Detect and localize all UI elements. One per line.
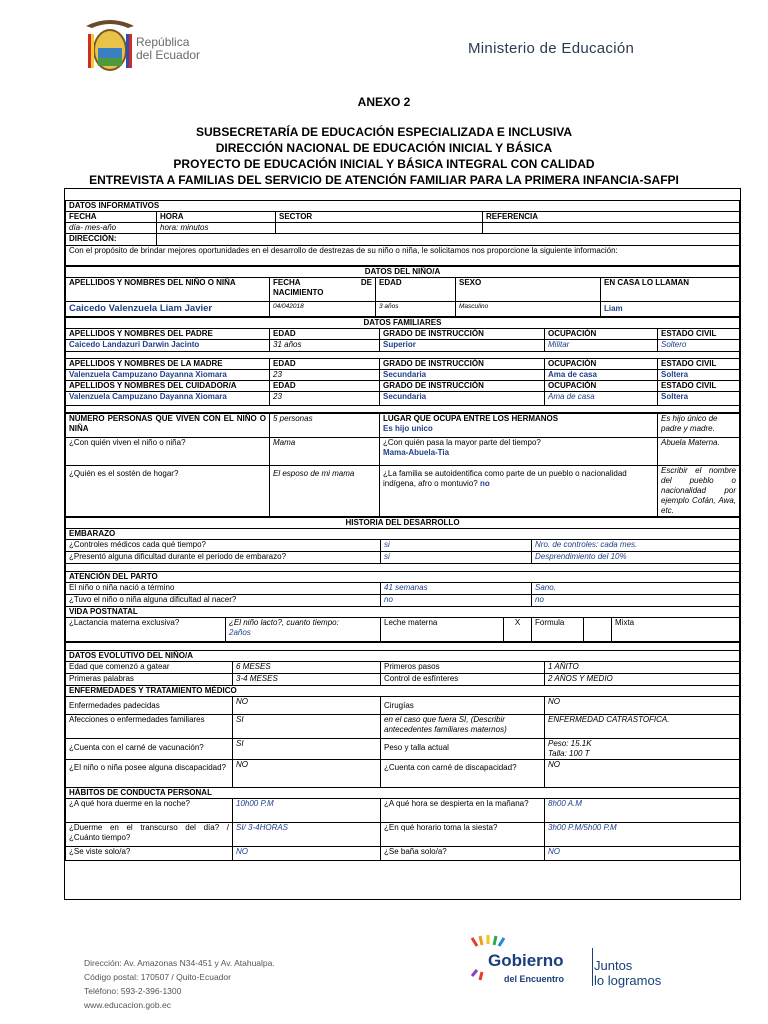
mayor-tiempo-value[interactable]: Mama-Abuela-Tia: [383, 447, 450, 457]
siesta-label: ¿Duerme en el transcurso del día? / ¿Cuánto tiempo?: [66, 822, 233, 846]
madre-label: APELLIDOS Y NOMBRES DE LA MADRE: [66, 358, 270, 369]
horario-siesta-label: ¿En qué horario toma la siesta?: [381, 822, 545, 846]
ministerio-title: Ministerio de Educación: [468, 40, 635, 57]
dificultad-value[interactable]: si: [381, 551, 532, 563]
republica-name: República del Ecuador: [136, 35, 201, 62]
carne-discapacidad-value[interactable]: NO: [545, 759, 740, 787]
nombre-nino-label: APELLIDOS Y NOMBRES DEL NIÑO O NIÑA: [66, 277, 270, 301]
postnatal-heading: VIDA POSTNATAL: [66, 606, 740, 617]
peso-label: Peso y talla actual: [381, 738, 545, 759]
padre-grado-label: GRADO DE INSTRUCCIÓN: [380, 328, 545, 339]
termino-detalle[interactable]: Sano.: [532, 582, 740, 594]
dificultad-nacer-value[interactable]: no: [381, 594, 532, 606]
hora-hint: hora: minutos: [157, 222, 276, 233]
edad-value[interactable]: 3 años: [376, 301, 456, 316]
dificultad-nacer-detalle[interactable]: no: [532, 594, 740, 606]
title-line-1: SUBSECRETARÍA DE EDUCACIÓN ESPECIALIZADA E INCLUSIVA: [195, 125, 573, 139]
esfinteres-label: Control de esfínteres: [381, 673, 545, 685]
document-titles: [0, 124, 768, 188]
gobierno-title: Gobierno: [488, 951, 564, 970]
padecidas-value[interactable]: NO: [233, 696, 381, 714]
despierta-label: ¿A qué hora se despierta en la mañana?: [381, 798, 545, 822]
datos-nino-heading: DATOS DEL NIÑO/A: [66, 266, 740, 277]
datos-familiares-table: [65, 317, 740, 413]
viste-label: ¿Se viste solo/a?: [66, 846, 233, 860]
cuidador-edad-label: EDAD: [270, 380, 380, 391]
cuidador-ocupacion-label: OCUPACIÓN: [545, 380, 658, 391]
bana-value[interactable]: NO: [545, 846, 740, 860]
evolutivo-table: [65, 642, 740, 861]
fecha-nacimiento-label: FECHA DE NACIMIENTO: [270, 277, 376, 301]
footer-telefono: Teléfono: 593-2-396-1300: [84, 986, 182, 996]
juntos-slogan: Juntos lo logramos: [594, 958, 662, 988]
footer-direccion: Dirección: Av. Amazonas N34-451 y Av. Atahualpa.: [84, 958, 275, 968]
lactancia-label: ¿Lactancia materna exclusiva?: [66, 617, 226, 641]
madre-ocupacion-label: OCUPACIÓN: [545, 358, 658, 369]
datos-nino-table: [65, 266, 740, 317]
mayor-tiempo-cell: [380, 437, 658, 465]
datos-informativos-heading: DATOS INFORMATIVOS: [66, 200, 740, 211]
pasos-label: Primeros pasos: [381, 661, 545, 673]
lugar-label: LUGAR QUE OCUPA ENTRE LOS HERMANOS: [383, 413, 559, 423]
cuidador-ocupacion[interactable]: Ama de casa: [545, 391, 658, 405]
mayor-tiempo-label: ¿Con quién pasa la mayor parte del tiempo?: [383, 437, 541, 447]
con-quien-vive-value[interactable]: Mama: [270, 437, 380, 465]
gatear-label: Edad que comenzó a gatear: [66, 661, 233, 673]
lacto-label: ¿El niño lacto?, cuanto tiempo:: [229, 617, 339, 627]
antecedentes-label: en el caso que fuera SI, (Describir antecedentes familiares maternos): [381, 714, 545, 738]
evolutivo-heading: DATOS EVOLUTIVO DEL NIÑO/A: [66, 650, 740, 661]
enfermedades-heading: ENFERMEDADES Y TRATAMIENTO MÉDICO: [66, 685, 740, 696]
siesta-value[interactable]: SI/ 3-4HORAS: [233, 822, 381, 846]
bana-label: ¿Se baña solo/a?: [381, 846, 545, 860]
peso-talla-value[interactable]: Peso: 15.1K Talla: 100 T: [545, 738, 740, 759]
embarazo-heading: EMBARAZO: [66, 528, 740, 539]
padre-edad-label: EDAD: [270, 328, 380, 339]
pasos-value[interactable]: 1 AÑITO: [545, 661, 740, 673]
con-quien-vive-label: ¿Con quién viven el niño o niña?: [66, 437, 270, 465]
madre-edad-label: EDAD: [270, 358, 380, 369]
controles-label: ¿Controles médicos cada qué tiempo?: [66, 539, 381, 551]
cuidador-label: APELLIDOS Y NOMBRES DEL CUIDADOR/A: [66, 380, 270, 391]
datos-informativos-table: [65, 189, 740, 266]
hogar-table: [65, 413, 740, 517]
anexo-title: ANEXO 2: [357, 95, 411, 109]
madre-nombre[interactable]: Valenzuela Campuzano Dayanna Xiomara: [66, 369, 270, 380]
sexo-value[interactable]: Masculino: [456, 301, 601, 316]
footer-postal: Código postal: 170507 / Quito-Ecuador: [84, 972, 231, 982]
dificultad-nacer-label: ¿Tuvo el niño o niña alguna dificultad al nacer?: [66, 594, 381, 606]
cuidador-estado[interactable]: Soltera: [658, 391, 740, 405]
identifica-value[interactable]: no: [479, 478, 490, 488]
sector-label: SECTOR: [276, 211, 483, 222]
padre-ocupacion[interactable]: Militar: [545, 339, 658, 351]
referencia-field[interactable]: [483, 222, 740, 233]
termino-label: El niño o niña nació a término: [66, 582, 381, 594]
direccion-field[interactable]: [157, 233, 740, 245]
fecha-nacimiento-value[interactable]: 04/042018: [270, 301, 376, 316]
carne-discapacidad-label: ¿Cuenta con carné de discapacidad?: [381, 759, 545, 787]
leche-materna-label: Leche materna: [381, 617, 504, 641]
madre-grado-label: GRADO DE INSTRUCCIÓN: [380, 358, 545, 369]
cuidador-edad[interactable]: 23: [270, 391, 380, 405]
title-line-2: DIRECCIÓN NACIONAL DE EDUCACIÓN INICIAL Y BÁSICA: [215, 141, 553, 155]
controles-value[interactable]: si: [381, 539, 532, 551]
referencia-label: REFERENCIA: [483, 211, 740, 222]
proposito-text: Con el propósito de brindar mejores oportunidades en el desarrollo de destrezas de su niño o niña, le solicitamos nos proporcione la siguiente información:: [66, 245, 740, 265]
formula-label: Formula: [532, 617, 584, 641]
leche-materna-mark[interactable]: X: [504, 617, 532, 641]
historia-heading: HISTORIA DEL DESARROLLO: [66, 517, 740, 528]
cuidador-grado[interactable]: Secundaria: [380, 391, 545, 405]
mayor-tiempo-note: Abuela Materna.: [658, 437, 740, 465]
footer-web-link[interactable]: www.educacion.gob.ec: [84, 1000, 171, 1010]
identifica-cell: [380, 465, 658, 516]
viste-value[interactable]: NO: [233, 846, 381, 860]
title-line-3: PROYECTO DE EDUCACIÓN INICIAL Y BÁSICA INTEGRAL CON CALIDAD: [173, 157, 595, 171]
lugar-value[interactable]: Es hijo unico: [383, 423, 433, 433]
padre-nombre[interactable]: Caicedo Landazuri Darwin Jacinto: [66, 339, 270, 351]
fecha-label: FECHA: [66, 211, 157, 222]
lugar-cell: [380, 413, 658, 437]
cirugias-value[interactable]: NO: [545, 696, 740, 714]
mixta-label: Mixta: [612, 617, 740, 641]
duerme-value[interactable]: 10h00 P.M: [233, 798, 381, 822]
antecedentes-value[interactable]: ENFERMEDAD CATRASTOFICA.: [545, 714, 740, 738]
fecha-hint: día- mes-año: [66, 222, 157, 233]
padre-estado[interactable]: Soltero: [658, 339, 740, 351]
madre-estado-label: ESTADO CIVIL: [658, 358, 740, 369]
sexo-label: SEXO: [456, 277, 601, 301]
carne-vacunacion-label: ¿Cuenta con el carné de vacunación?: [66, 738, 233, 759]
sector-field[interactable]: [276, 222, 483, 233]
identifica-label: ¿La familia se autoidentifica como parte de un pueblo o nacionalidad indígena, afro o montuvio?: [383, 468, 627, 488]
lacto-value[interactable]: 2años: [229, 627, 251, 637]
padre-estado-label: ESTADO CIVIL: [658, 328, 740, 339]
habitos-heading: HÁBITOS DE CONDUCTA PERSONAL: [66, 787, 740, 798]
madre-grado[interactable]: Secundaria: [380, 369, 545, 380]
esfinteres-value[interactable]: 2 AÑOS Y MEDIO: [545, 673, 740, 685]
hora-label: HORA: [157, 211, 276, 222]
discapacidad-value[interactable]: NO: [233, 759, 381, 787]
padre-edad[interactable]: 31 años: [270, 339, 380, 351]
sosten-value[interactable]: El esposo de mi mama: [270, 465, 380, 516]
footer-contact: [84, 956, 275, 1012]
coat-of-arms-icon: [82, 14, 138, 76]
madre-edad[interactable]: 23: [270, 369, 380, 380]
sosten-label: ¿Quién es el sostén de hogar?: [66, 465, 270, 516]
datos-familiares-heading: DATOS FAMILIARES: [66, 317, 740, 328]
interview-form: [64, 188, 741, 900]
lugar-note: Es hijo único de padre y madre.: [658, 413, 740, 437]
historia-table: [65, 517, 740, 642]
direccion-label: DIRECCIÓN:: [66, 233, 157, 245]
parto-heading: ATENCIÓN DEL PARTO: [66, 571, 740, 582]
duerme-label: ¿A qué hora duerme en la noche?: [66, 798, 233, 822]
cuidador-estado-label: ESTADO CIVIL: [658, 380, 740, 391]
dificultad-detalle[interactable]: Desprendimiento del 10%: [532, 551, 740, 563]
num-personas-label: NÚMERO PERSONAS QUE VIVEN CON EL NIÑO O NIÑA: [66, 413, 270, 437]
despierta-value[interactable]: 8h00 A.M: [545, 798, 740, 822]
cuidador-nombre[interactable]: Valenzuela Campuzano Dayanna Xiomara: [66, 391, 270, 405]
padre-grado[interactable]: Superior: [380, 339, 545, 351]
carne-vacunacion-value[interactable]: SI: [233, 738, 381, 759]
termino-value[interactable]: 41 semanas: [381, 582, 532, 594]
palabras-value[interactable]: 3-4 MESES: [233, 673, 381, 685]
madre-ocupacion[interactable]: Ama de casa: [545, 369, 658, 380]
padre-ocupacion-label: OCUPACIÓN: [545, 328, 658, 339]
formula-mark[interactable]: [584, 617, 612, 641]
gatear-value[interactable]: 6 MESES: [233, 661, 381, 673]
lacto-cell: [226, 617, 381, 641]
dificultad-label: ¿Presentó alguna dificultad durante el periodo de embarazo?: [66, 551, 381, 563]
padre-label: APELLIDOS Y NOMBRES DEL PADRE: [66, 328, 270, 339]
edad-label: EDAD: [376, 277, 456, 301]
identifica-note: Escribir el nombre del pueblo o nacionalidad por ejemplo Cofán, Awa, etc.: [658, 465, 740, 516]
title-line-4: ENTREVISTA A FAMILIAS DEL SERVICIO DE ATENCIÓN FAMILIAR PARA LA PRIMERA INFANCIA-SAFPI: [89, 173, 679, 187]
discapacidad-label: ¿El niño o niña posee alguna discapacidad?: [66, 759, 233, 787]
padecidas-label: Enfermedades padecidas: [66, 696, 233, 714]
afecciones-value[interactable]: SI: [233, 714, 381, 738]
horario-siesta-value[interactable]: 3h00 P.M/5h00 P.M: [545, 822, 740, 846]
cuidador-grado-label: GRADO DE INSTRUCCIÓN: [380, 380, 545, 391]
nombre-nino-value[interactable]: Caicedo Valenzuela Liam Javier: [66, 301, 270, 316]
num-personas-value[interactable]: 5 personas: [270, 413, 380, 437]
gobierno-subtitle: del Encuentro: [504, 974, 565, 984]
afecciones-label: Afecciones o enfermedades familiares: [66, 714, 233, 738]
palabras-label: Primeras palabras: [66, 673, 233, 685]
llaman-label: EN CASA LO LLAMAN: [601, 277, 740, 301]
llaman-value[interactable]: Liam: [601, 301, 740, 316]
madre-estado[interactable]: Soltera: [658, 369, 740, 380]
cirugias-label: Cirugías: [381, 696, 545, 714]
nro-controles[interactable]: Nro. de controles: cada mes.: [532, 539, 740, 551]
